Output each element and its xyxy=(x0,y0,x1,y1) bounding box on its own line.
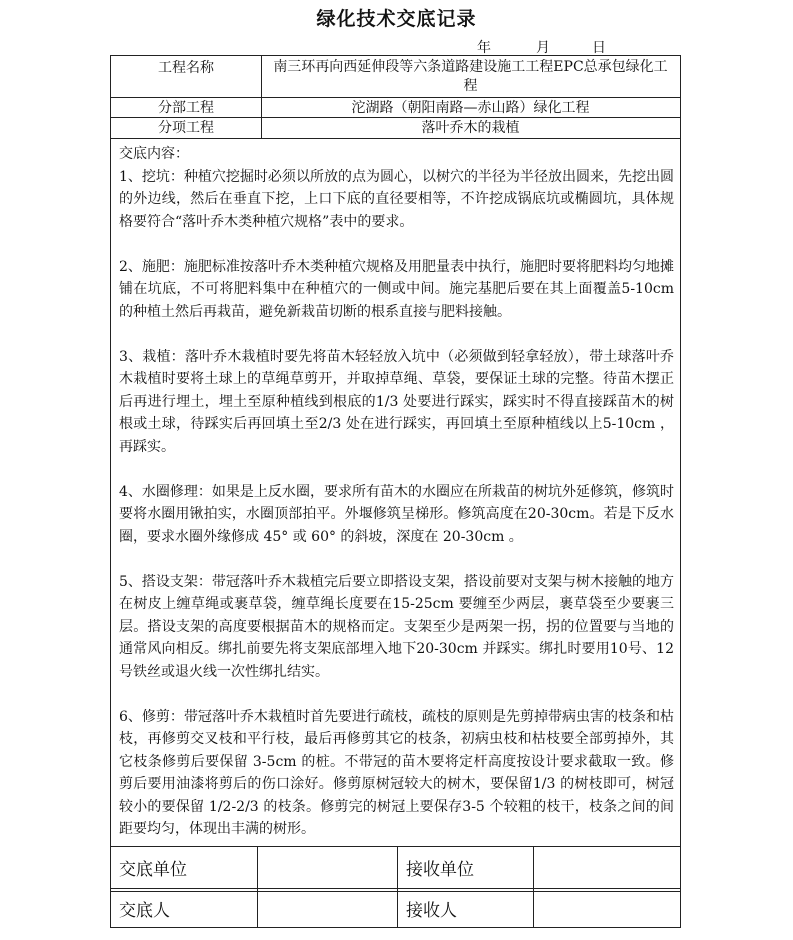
date-year-label: 年 xyxy=(477,40,491,56)
handover-person-field[interactable] xyxy=(258,888,398,928)
paragraph-water-ring: 4、水圈修理：如果是上反水圈，要求所有苗木的水圈应在所栽苗的树坑外延修筑，修筑时要将水圈用锹拍实，水圈顶部拍平。外堰修筑呈梯形。修筑高度在20-30cm。若是下反水圈，要求水圈外缘修成 45° 或 60° 的斜坡，深度在 20-30cm 。 xyxy=(119,483,674,545)
sub-item-value: 落叶乔木的栽植 xyxy=(421,120,520,136)
sub-item-row xyxy=(111,118,680,139)
content-heading: 交底内容： xyxy=(119,146,189,162)
handover-person-label: 交底人 xyxy=(111,888,258,928)
receiver-field[interactable] xyxy=(534,888,682,928)
sub-item-label: 分项工程 xyxy=(111,118,262,138)
handover-unit-field[interactable] xyxy=(258,847,398,888)
project-name-value: 南三环再向西延伸段等六条道路建设施工工程EPC总承包绿化工程 xyxy=(273,59,668,94)
project-name-label: 工程名称 xyxy=(111,56,262,97)
paragraph-support: 5、搭设支架：带冠落叶乔木栽植完后要立即搭设支架，搭设前要对支架与树木接触的地方在树皮上缠草绳或裹草袋，缠草绳长度要在15-25cm 要缠至少两层，裹草袋至少要裹三层。搭设支架的高度要根据苗木的规格而定。支架至少是两架一拐，拐的位置要与当地的通常风向相反。绑扎前要先将支架底部埋入地下20-30cm 并踩实。绑扎时要用10号、12号铁丝或退火线一次性绑扎结实。 xyxy=(119,573,674,680)
receiving-unit-label: 接收单位 xyxy=(398,847,534,888)
disclosure-content xyxy=(111,139,680,892)
date-day-label: 日 xyxy=(592,40,606,56)
signature-row-units xyxy=(111,846,680,889)
signature-row-persons xyxy=(111,888,680,928)
division-value: 沱湖路（朝阳南路—赤山路）绿化工程 xyxy=(351,100,590,116)
handover-unit-label: 交底单位 xyxy=(111,847,258,888)
division-row xyxy=(111,98,680,118)
paragraph-digging: 1、挖坑：种植穴挖掘时必须以所放的点为圆心，以树穴的半径为半径放出圆来，先挖出圆的外边线，然后在垂直下挖，上口下底的直径要相等，不许挖成锅底坑或椭圆坑，具体规格要符合“落叶乔木类种植穴规格”表中的要求。 xyxy=(119,168,674,230)
paragraph-fertilizing: 2、施肥：施肥标准按落叶乔木类种植穴规格及用肥量表中执行，施肥时要将肥料均匀地摊铺在坑底，不可将肥料集中在种植穴的一侧或中间。施完基肥后要在其上面覆盖5-10cm的种植土然后再栽苗，避免新栽苗切断的根系直接与肥料接触。 xyxy=(119,258,674,320)
receiving-unit-field[interactable] xyxy=(534,847,682,888)
document-title: 绿化技术交底记录 xyxy=(316,8,477,30)
disclosure-record-form xyxy=(110,55,681,928)
paragraph-planting: 3、栽植：落叶乔木栽植时要先将苗木轻轻放入坑中（必须做到轻拿轻放），带土球落叶乔木栽植时要将土球上的草绳草剪开，并取掉草绳、草袋，要保证土球的完整。待苗木摆正后再进行埋土，埋土至原种植线到根底的1/3 处要进行踩实，踩实时不得直接踩苗木的树根或土球，待踩实后再回填土至2/3 处在进行踩实，再回填土至原种植线以上5-10cm ，再踩实。 xyxy=(119,348,674,455)
project-name-row xyxy=(111,56,680,98)
division-label: 分部工程 xyxy=(111,98,262,117)
date-month-label: 月 xyxy=(536,40,550,56)
paragraph-pruning: 6、修剪：带冠落叶乔木栽植时首先要进行疏枝，疏枝的原则是先剪掉带病虫害的枝条和枯枝，再修剪交叉枝和平行枝，最后再修剪其它的枝条，初病虫枝和枯枝要全部剪掉外，其它枝条修剪后要保留 3-5cm 的桩。不带冠的苗木要将定杆高度按设计要求截取一致。修剪后要用油漆将剪后的伤口涂好。修剪原树冠较大的树木，要保留1/3 的树枝即可，树冠较小的要保留 1/2-2/3 的枝条。修剪完的树冠上要保存3-5 个较粗的枝干，枝条之间的间距要均匀，体现出丰满的树形。 xyxy=(119,708,674,837)
receiver-label: 接收人 xyxy=(398,888,534,928)
